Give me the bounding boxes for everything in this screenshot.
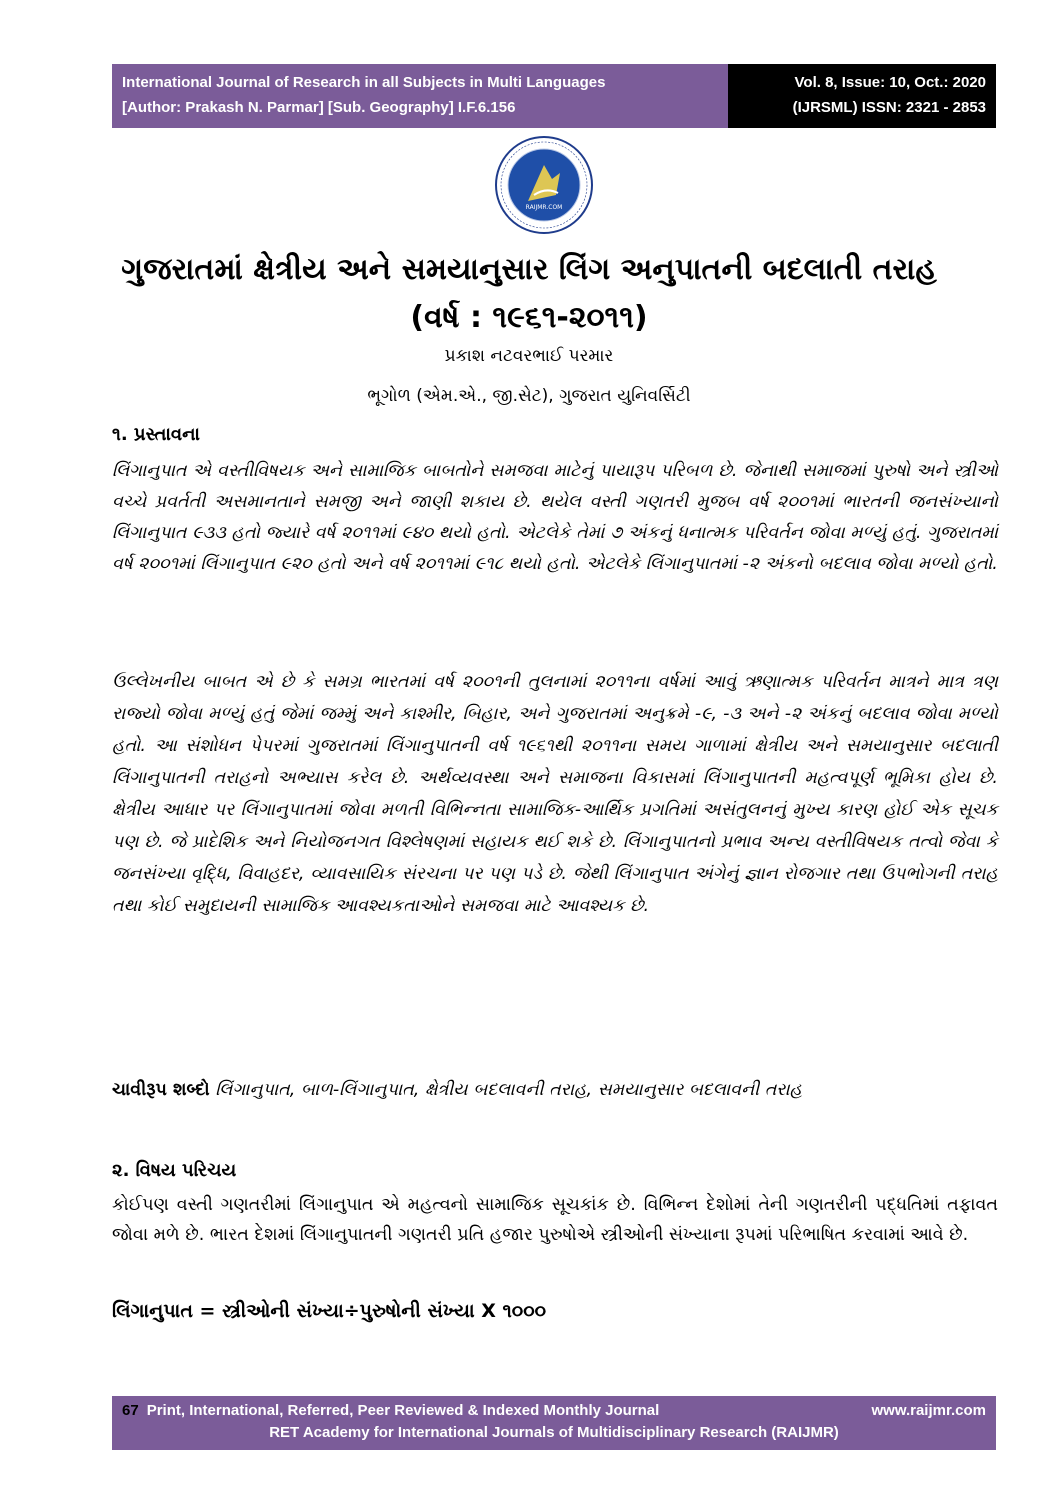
- author-affiliation: ભૂગોળ (એમ.એ., જી.સેટ), ગુજરાત યુનિવર્સિટી: [367, 386, 691, 406]
- logo-text: RAIJMR.COM: [525, 204, 563, 211]
- header-right-panel: [728, 64, 996, 128]
- keywords-text: લિંગાનુપાત, બાળ-લિંગાનુપાત, ક્ષેત્રીય બદલાવની તરાહ, સમયાનુસાર બદલાવની તરાહ: [215, 1080, 803, 1100]
- header-left-panel: [112, 64, 728, 128]
- keywords-label: ચાવીરૂપ શબ્દો: [112, 1080, 210, 1100]
- sex-ratio-formula: લિંગાનુપાત = સ્ત્રીઓની સંખ્યા÷પુરુષોની સંખ્યા X ૧૦૦૦: [112, 1300, 547, 1322]
- section-2-paragraph: કોઈપણ વસ્તી ગણતરીમાં લિંગાનુપાત એ મહત્વનો સામાજિક સૂચકાંક છે. વિભિન્ન દેશોમાં તેની ગણતરીની પદ્ધતિમાં તફાવત જોવા મળે છે. ભારત દેશમાં લિંગાનુપાતની ગણતરી પ્રતિ હજાર પુરુષોએ સ્ત્રીઓની સંખ્યાના રૂપમાં પરિભાષિત કરવામાં આવે છે.: [112, 1195, 998, 1245]
- paper-title: ગુજરાતમાં ક્ષેત્રીય અને સમયાનુસાર લિંગ અનુપાતની બદલાતી તરાહ: [121, 252, 937, 287]
- volume-info: Vol. 8, Issue: 10, Oct.: 2020: [794, 74, 986, 91]
- section-1-heading: ૧. પ્રસ્તાવના: [112, 424, 200, 445]
- footer-website: www.raijmr.com: [871, 1402, 986, 1419]
- section-2-heading: ૨. વિષય પરિચય: [112, 1160, 237, 1181]
- journal-logo: [494, 135, 594, 235]
- journal-footer: [112, 1396, 996, 1450]
- keywords-line: [112, 1080, 998, 1100]
- issn-info: (IJRSML) ISSN: 2321 - 2853: [792, 99, 986, 116]
- paper-title-years: (વર્ષ : ૧૯૬૧-૨૦૧૧): [410, 300, 648, 335]
- section-1-paragraph-1: લિંગાનુપાત એ વસ્તીવિષયક અને સામાજિક બાબતોને સમજવા માટેનું પાયારૂપ પરિબળ છે. જેનાથી સમાજમાં પુરુષો અને સ્ત્રીઓ વચ્ચે પ્રવર્તતી અસમાનતાને સમજી અને જાણી શકાય છે. થયેલ વસ્તી ગણતરી મુજબ વર્ષ ૨૦૦૧માં ભારતની જનસંખ્યાનો લિંગાનુપાત ૯૩૩ હતો જ્યારે વર્ષ ૨૦૧૧માં ૯૪૦ થયો હતો. એટલેકે તેમાં ૭ અંકનું ધનાત્મક પરિવર્તન જોવા મળ્યું હતું. ગુજરાતમાં વર્ષ ૨૦૦૧માં લિંગાનુપાત ૯૨૦ હતો અને વર્ષ ૨૦૧૧માં ૯૧૮ થયો હતો. એટલેકે લિંગાનુપાતમાં -૨ અંકનો બદલાવ જોવા મળ્યો હતો.: [112, 461, 998, 574]
- page-number: 67: [122, 1402, 139, 1419]
- footer-journal-type: Print, International, Referred, Peer Reviewed & Indexed Monthly Journal: [146, 1402, 660, 1419]
- journal-name: International Journal of Research in all Subjects in Multi Languages: [122, 74, 606, 91]
- journal-header: [112, 64, 996, 128]
- footer-publisher: RET Academy for International Journals of Multidisciplinary Research (RAIJMR): [269, 1424, 839, 1441]
- section-1-paragraph-2: ઉલ્લેખનીય બાબત એ છે કે સમગ્ર ભારતમાં વર્ષ ૨૦૦૧ની તુલનામાં ૨૦૧૧ના વર્ષમાં આવું ઋણાત્મક પરિવર્તન માત્રને માત્ર ત્રણ રાજ્યો જોવા મળ્યું હતું જેમાં જમ્મું અને કાશ્મીર, બિહાર, અને ગુજરાતમાં અનુક્રમે -૯, -૩ અને -૨ અંકનું બદલાવ જોવા મળ્યો હતો. આ સંશોધન પેપરમાં ગુજરાતમાં લિંગાનુપાતની વર્ષ ૧૯૬૧થી ૨૦૧૧ના સમય ગાળામાં ક્ષેત્રીય અને સમયાનુસાર બદલાતી લિંગાનુપાતની તરાહનો અભ્યાસ કરેલ છે. અર્થવ્યવસ્થા અને સમાજના વિકાસમાં લિંગાનુપાતની મહત્વપૂર્ણ ભૂમિકા હોય છે. ક્ષેત્રીય આધાર પર લિંગાનુપાતમાં જોવા મળતી વિભિન્નતા સામાજિક-આર્થિક પ્રગતિમાં અસંતુલનનું મુખ્ય કારણ હોઈ એક સૂચક પણ છે. જે પ્રાદેશિક અને નિયોજનગત વિશ્લેષણમાં સહાયક થઈ શકે છે. લિંગાનુપાતનો પ્રભાવ અન્ય વસ્તીવિષયક તત્વો જેવા કે જનસંખ્યા વૃદ્ધિ, વિવાહદર, વ્યાવસાયિક સંરચના પર પણ પડે છે. જેથી લિંગાનુપાત અંગેનું જ્ઞાન રોજગાર તથા ઉપભોગની તરાહ તથા કોઈ સમુદાયની સામાજિક આવશ્યકતાઓને સમજવા માટે આવશ્યક છે.: [112, 672, 998, 916]
- author-subject-line: [Author: Prakash N. Parmar] [Sub. Geography] I.F.6.156: [122, 99, 516, 116]
- author-name: પ્રકાશ નટવરભાઈ પરમાર: [444, 346, 614, 366]
